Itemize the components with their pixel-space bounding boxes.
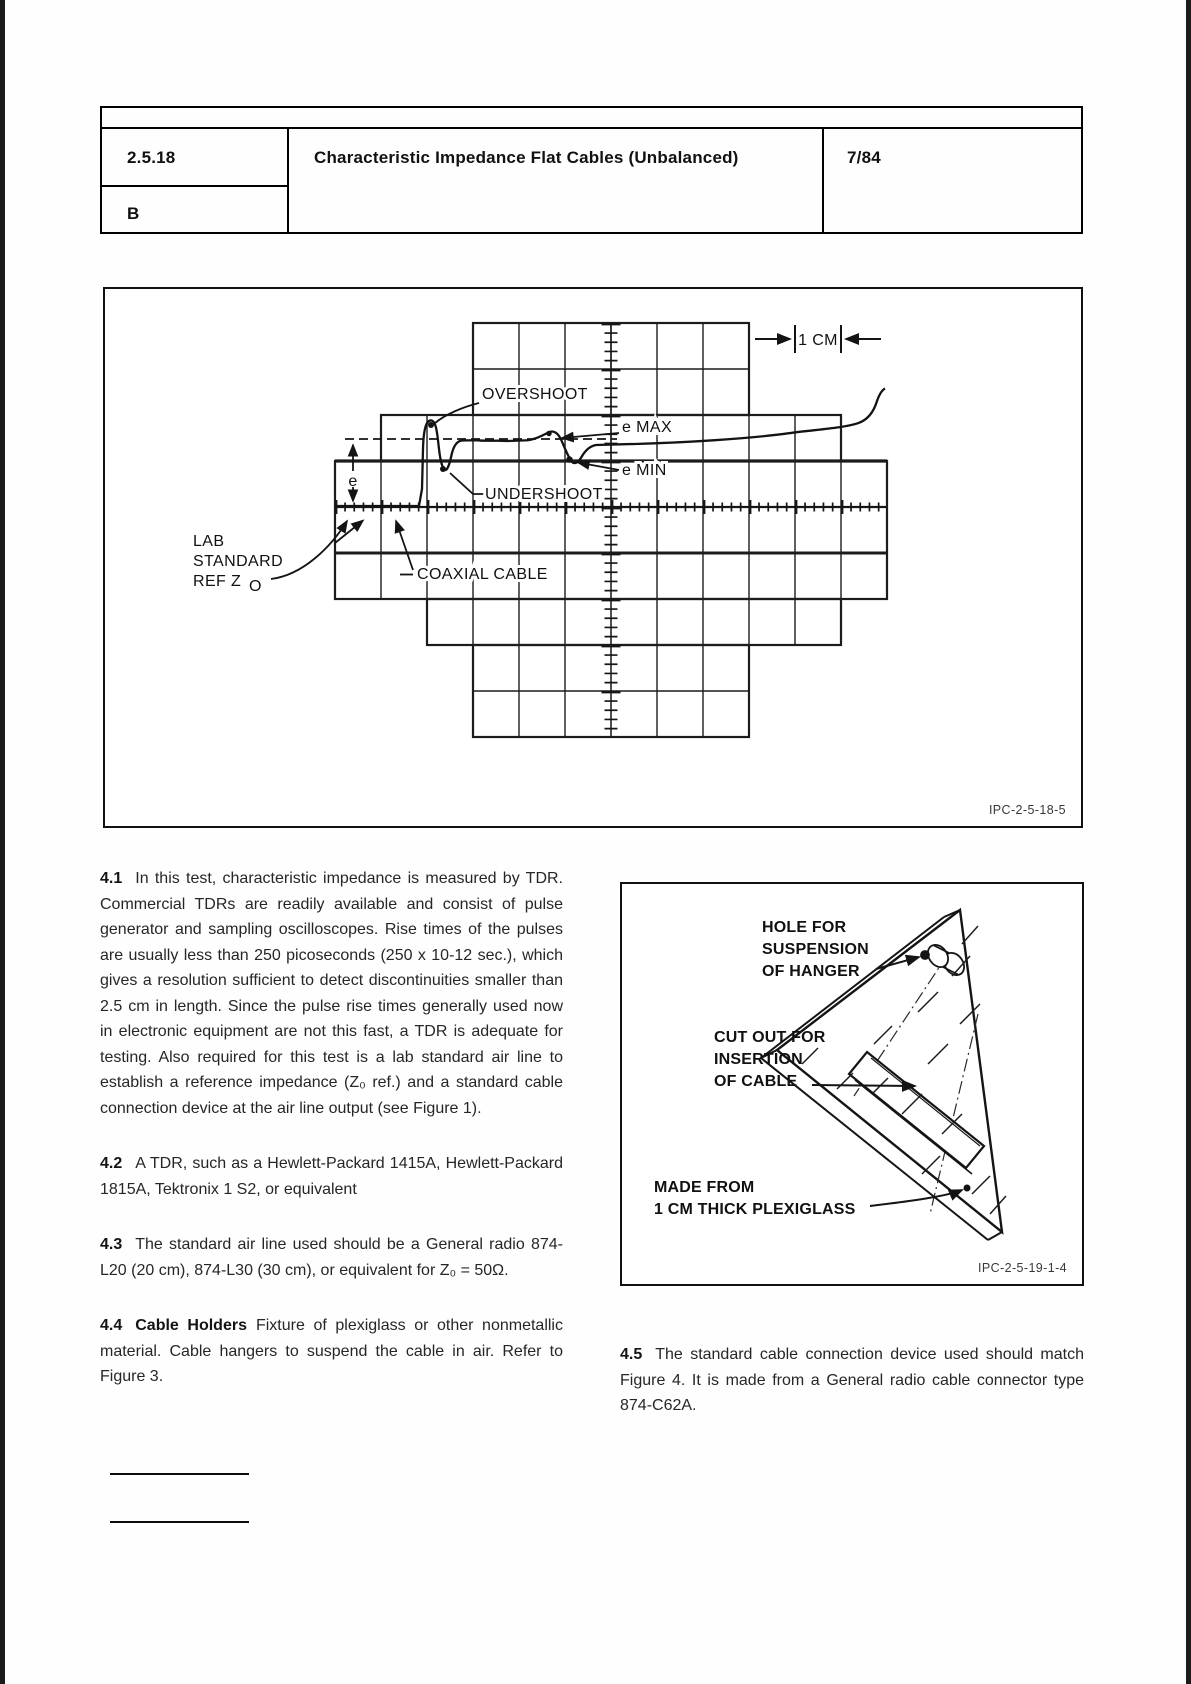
hole-label-line1: HOLE FOR [762, 919, 847, 936]
section-4-3-number: 4.3 [100, 1236, 123, 1253]
header-revision-divider [102, 185, 289, 187]
figure-id-holder: IPC-2-5-19-1-4 [978, 1261, 1067, 1275]
section-4-1 [100, 866, 563, 1121]
section-4-3 [100, 1232, 563, 1283]
header-column-divider-1 [287, 127, 289, 232]
revision-letter: B [127, 204, 140, 223]
hole-for-suspension-label [762, 919, 869, 980]
figure-cable-holder [620, 882, 1084, 1286]
cutout-label-line1: CUT OUT FOR [714, 1029, 826, 1046]
section-4-5-text: The standard cable connection device used should match Figure 4. It is made from a General radio cable connector type 874-C62A. [620, 1346, 1084, 1414]
hole-label-line2: SUSPENSION [762, 941, 869, 958]
tdr-trace-diagram [105, 289, 1081, 826]
section-4-4-text: Fixture of plexiglass or other nonmetallic material. Cable hangers to suspend the cable in air. Refer to Figure 3. [100, 1317, 563, 1385]
section-4-4-heading: Cable Holders [135, 1317, 247, 1334]
footer-rule-1 [110, 1473, 249, 1475]
section-4-5 [620, 1342, 1084, 1419]
cutout-label-line2: INSERTION [714, 1051, 803, 1068]
cable-holder-diagram [622, 884, 1082, 1284]
section-4-1-text: In this test, characteristic impedance is measured by TDR. Commercial TDRs are readily available and consist of pulse generator and sampling oscilloscopes. Rise times of the pulses are usually less than 250 picoseconds (250 x 10-12 sec.), which gives a resolution sufficient to detect discontinuities smaller than 2.5 cm in length. Since the pulse rise times generally used now in electronic equipment are not this fast, a TDR is adequate for testing. Also required for this test is a lab standard air line to establish a reference impedance (Z₀ ref.) and a standard cable connection device at the air line output (see Figure 1). [100, 870, 563, 1117]
e-min-label: e MIN [622, 462, 667, 479]
section-4-2-number: 4.2 [100, 1155, 123, 1172]
lab-label-subscript: O [249, 578, 262, 595]
section-4-3-text: The standard air line used should be a General radio 874-L20 (20 cm), 874-L30 (30 cm), or equivalent for Z₀ = 50Ω. [100, 1236, 563, 1279]
page-edge-left [0, 0, 5, 1684]
figure-tdr-trace [103, 287, 1083, 828]
section-4-2-text: A TDR, such as a Hewlett-Packard 1415A, Hewlett-Packard 1815A, Tektronix 1 S2, or equivalent [100, 1155, 563, 1198]
e-max-label: e MAX [622, 419, 673, 436]
lab-standard-ref-label [193, 533, 283, 595]
lab-label-line1: LAB [193, 533, 225, 550]
graticule-center-rulers [335, 323, 887, 737]
header-table [100, 106, 1083, 234]
one-cm-label: 1 CM [798, 332, 838, 349]
material-label-line1: MADE FROM [654, 1179, 755, 1196]
lab-label-line2: STANDARD [193, 553, 284, 570]
page-edge-right [1186, 0, 1191, 1684]
header-column-divider-2 [822, 127, 824, 232]
footer-rule-2 [110, 1521, 249, 1523]
lab-label-line3: REF Z [193, 573, 242, 590]
figure-id-tdr: IPC-2-5-18-5 [988, 803, 1066, 817]
body-column-left [100, 866, 563, 1420]
document-date: 7/84 [847, 148, 881, 167]
section-4-2 [100, 1151, 563, 1202]
hole-label-line3: OF HANGER [762, 963, 860, 980]
section-4-4 [100, 1313, 563, 1390]
document-title: Characteristic Impedance Flat Cables (Unbalanced) [314, 148, 739, 167]
section-4-5-number: 4.5 [620, 1346, 643, 1363]
section-4-1-number: 4.1 [100, 870, 123, 887]
material-label-line2: 1 CM THICK PLEXIGLASS [654, 1201, 856, 1218]
cutout-label-line3: OF CABLE [714, 1073, 798, 1090]
section-4-4-number: 4.4 [100, 1317, 123, 1334]
body-column-right [620, 1342, 1084, 1449]
made-from-label [654, 1179, 856, 1218]
overshoot-label: OVERSHOOT [482, 386, 588, 403]
e-dimension-label: e [348, 473, 358, 490]
leader-ink-blob [964, 1185, 971, 1192]
header-top-row-divider [102, 127, 1081, 129]
section-number: 2.5.18 [127, 148, 176, 167]
coaxial-cable-label: COAXIAL CABLE [417, 566, 548, 583]
undershoot-label: UNDERSHOOT [485, 486, 603, 503]
